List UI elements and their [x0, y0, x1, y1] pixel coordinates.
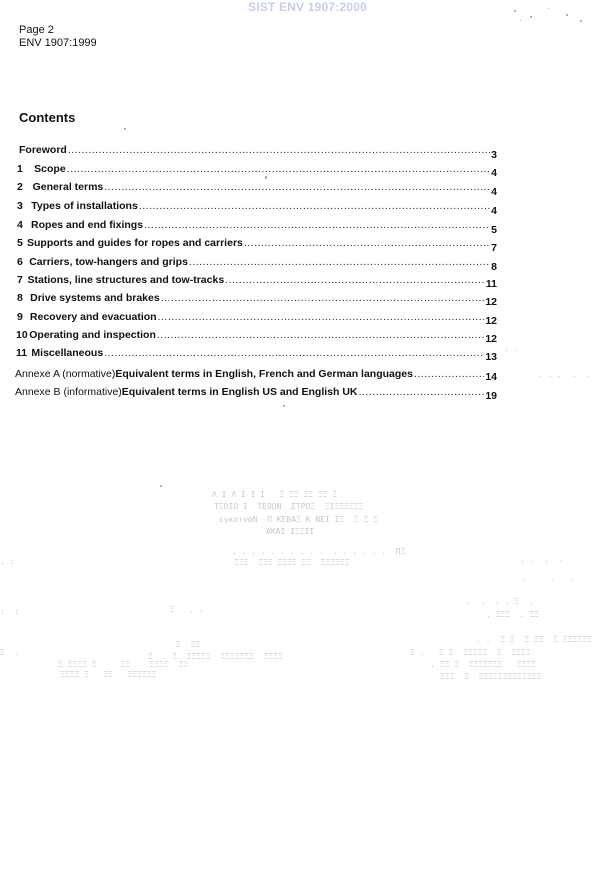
toc-entry-page: 13: [485, 351, 497, 363]
toc-entry-number: Annexe A (normative): [15, 368, 116, 380]
toc-entry-number: 3: [17, 200, 23, 212]
document-id: ENV 1907:1999: [19, 37, 97, 49]
toc-entry-page: 14: [485, 371, 497, 383]
toc-leader-dots: [139, 200, 490, 212]
toc-entry-number: 8: [17, 292, 23, 304]
watermark: SIST ENV 1907:2000: [247, 0, 367, 14]
toc-entry-label: Supports and guides for ropes and carriers: [26, 237, 243, 249]
toc-entry-number: 9: [17, 311, 23, 323]
page-header: [19, 24, 97, 50]
toc-entry-number: 4: [17, 219, 23, 231]
toc-leader-dots: [104, 181, 490, 193]
toc-entry-annexe-b[interactable]: [15, 386, 497, 402]
toc-leader-dots: [67, 163, 490, 175]
toc-entry-label: Foreword: [19, 144, 67, 156]
page-number: Page 2: [19, 24, 54, 36]
toc-entry-stations[interactable]: [17, 274, 497, 290]
toc-entry-number: 2: [17, 181, 23, 193]
toc-entry-page: 12: [485, 296, 497, 308]
toc-entry-miscellaneous[interactable]: [16, 347, 497, 363]
toc-leader-dots: [68, 144, 490, 156]
toc-entry-label: Types of installations: [31, 200, 138, 212]
toc-entry-label: Stations, line structures and tow-tracks: [27, 274, 225, 286]
toc-entry-page: 4: [491, 186, 497, 198]
toc-leader-dots: [104, 347, 484, 359]
toc-leader-dots: [189, 256, 490, 268]
toc-leader-dots: [144, 219, 490, 231]
toc-leader-dots: [157, 329, 484, 341]
toc-entry-page: 12: [485, 333, 497, 345]
toc-entry-supports[interactable]: [17, 237, 497, 254]
toc-leader-dots: [161, 292, 485, 304]
toc-leader-dots: [225, 274, 485, 286]
toc-entry-number: 10: [16, 329, 28, 341]
toc-entry-types-of-installations[interactable]: [17, 200, 497, 217]
toc-entry-label: Ropes and end fixings: [31, 219, 144, 231]
toc-entry-carriers[interactable]: [17, 256, 497, 273]
toc-entry-number: 11: [16, 347, 28, 359]
toc-leader-dots: [414, 368, 484, 380]
toc-entry-label: Carriers, tow-hangers and grips: [29, 256, 188, 268]
toc-entry-scope[interactable]: [17, 163, 497, 179]
toc-entry-operating[interactable]: [16, 329, 497, 345]
toc-entry-page: 19: [485, 390, 497, 402]
toc-entry-label: Recovery and evacuation: [29, 311, 157, 323]
contents-heading: Contents: [19, 110, 76, 125]
toc-entry-number: 5: [17, 237, 23, 249]
toc-entry-label: General terms: [32, 181, 104, 193]
toc-entry-label: Scope: [34, 163, 66, 175]
toc-entry-number: 7: [17, 274, 23, 286]
toc-entry-label: Drive systems and brakes: [30, 292, 160, 304]
toc-leader-dots: [244, 237, 490, 249]
toc-entry-number: 6: [17, 256, 23, 268]
toc-entry-page: 5: [491, 224, 497, 236]
toc-leader-dots: [359, 386, 485, 398]
toc-entry-page: 8: [491, 261, 497, 273]
toc-entry-foreword[interactable]: [19, 144, 497, 161]
toc-entry-page: 12: [485, 315, 497, 327]
toc-entry-general-terms[interactable]: [17, 181, 497, 198]
toc-entry-label: Equivalent terms in English US and English UK: [121, 386, 358, 398]
toc-entry-label: Miscellaneous: [31, 347, 104, 359]
toc-entry-ropes[interactable]: [17, 219, 497, 236]
toc-leader-dots: [158, 311, 485, 323]
toc-entry-page: 7: [491, 242, 497, 254]
toc-entry-annexe-a[interactable]: [15, 368, 497, 383]
toc-entry-recovery[interactable]: [17, 311, 497, 327]
toc-entry-label: Operating and inspection: [29, 329, 156, 341]
toc-entry-page: 4: [491, 205, 497, 217]
toc-entry-number: 1: [17, 163, 23, 175]
toc-entry-page: 3: [491, 149, 497, 161]
toc-entry-page: 11: [485, 278, 497, 290]
toc-entry-number: Annexe B (informative): [15, 386, 122, 398]
toc-entry-page: 4: [491, 167, 497, 179]
toc-entry-label: Equivalent terms in English, French and German languages: [115, 368, 413, 380]
toc-entry-drive-systems[interactable]: [17, 292, 497, 308]
